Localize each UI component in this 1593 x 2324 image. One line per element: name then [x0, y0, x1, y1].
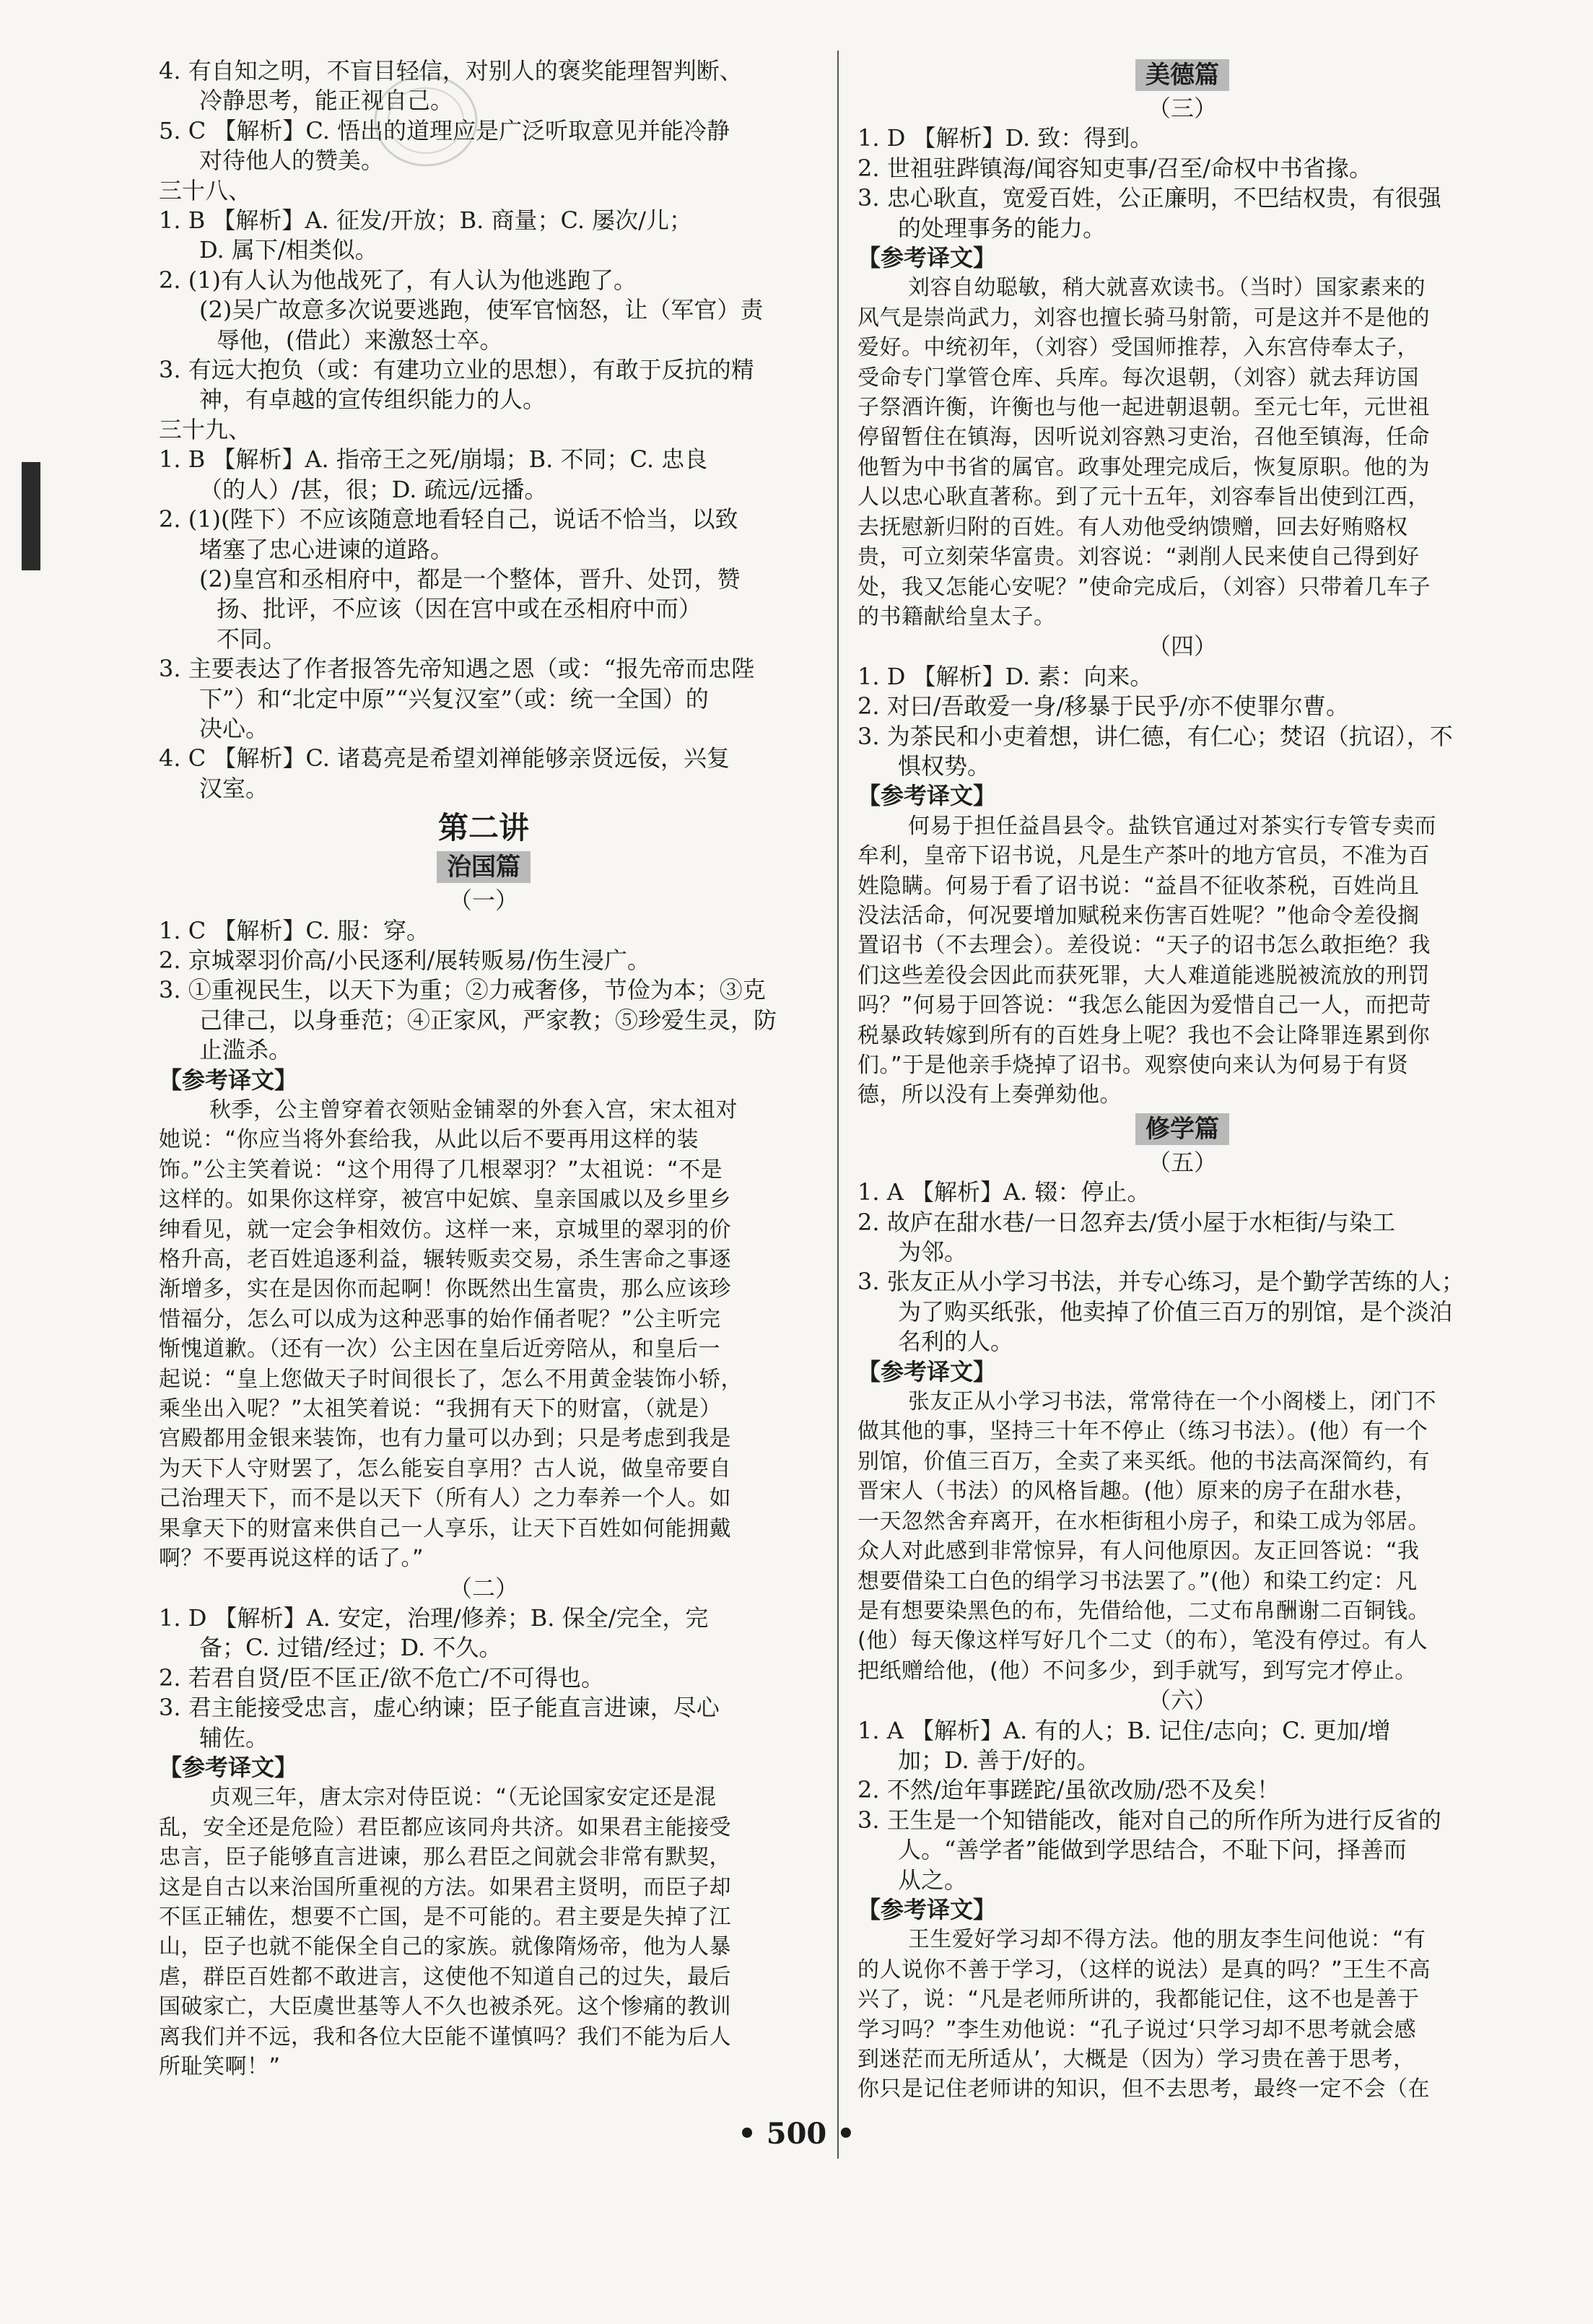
- answer-line: 3. 君主能接受忠言，虚心纳谏；臣子能直言进谏，尽心: [159, 1694, 720, 1722]
- translation-line: 风气是崇尚武力，刘容也擅长骑马射箭，可是这并不是他的: [857, 305, 1430, 331]
- translation-line: 子祭酒许衡，许衡也与他一起进朝退朝。至元七年，元世祖: [857, 395, 1430, 421]
- answer-line: 2. 京城翠羽价高/小民逐利/展转贩易/伤生浸广。: [159, 946, 651, 974]
- answer-line: 从之。: [898, 1866, 968, 1894]
- translation-line: 们这些差役会因此而获死罪，大人难道能逃脱被流放的刑罚: [857, 962, 1430, 988]
- answer-line: 1. D 【解析】D. 素：向来。: [857, 662, 1153, 690]
- answer-line: 的处理事务的能力。: [898, 214, 1107, 242]
- section-number: 三十八、: [159, 176, 252, 204]
- answer-line: 辅佐。: [199, 1723, 269, 1751]
- answer-line: 2. 若君自贤/臣不匡正/欲不危亡/不可得也。: [159, 1663, 605, 1692]
- answer-line: 3. ①重视民生，以天下为重；②力戒奢侈，节俭为本；③克: [159, 976, 766, 1004]
- translation-line: 想要借染工白色的绢学习书法罢了。”(他）和染工约定：凡: [857, 1568, 1418, 1594]
- answer-line: 2. 对曰/吾敢爱一身/移暴于民乎/亦不使罪尔曹。: [857, 692, 1350, 721]
- translation-line: 人以忠心耿直著称。到了元十五年，刘容奉旨出使到江西，: [857, 484, 1430, 510]
- translation-line: 受命专门掌管仓库、兵库。每次退朝，（刘容）就去拜访国: [857, 365, 1419, 391]
- subsection-number: （一）: [448, 887, 518, 915]
- answer-line: (2)皇宫和丞相府中，都是一个整体，晋升、处罚，赞: [199, 565, 741, 593]
- left-column: [159, 56, 808, 2081]
- translation-line: 虐，群臣百姓都不敢进言，这使他不知道自己的过失，最后: [159, 1964, 731, 1990]
- translation-line: 为天下人守财罢了，怎么能妄自享用？古人说，做皇帝要自: [159, 1455, 731, 1481]
- translation-line: 他暂为中书省的属官。政事处理完成后，恢复原职。他的为: [857, 454, 1430, 480]
- translation-line: 绅看见，就一定会争相效仿。这样一来，京城里的翠羽的价: [159, 1217, 731, 1242]
- subsection-number: （五）: [1147, 1148, 1217, 1176]
- answer-line: 惧权势。: [898, 752, 991, 780]
- answer-line: 不同。: [217, 624, 287, 653]
- translation-line: 你只是记住老师讲的知识，但不去思考，最终一定不会（在: [857, 2076, 1430, 2102]
- answer-line: 3. 张友正从小学习书法，并专心练习，是个勤学苦练的人；: [857, 1268, 1465, 1296]
- answer-line: 决心。: [199, 714, 269, 742]
- translation-line: 贵，可立刻荣华富贵。刘容说：“剥削人民来使自己得到好: [857, 544, 1420, 570]
- translation-line: 山，臣子也就不能保全自己的家族。就像隋炀帝，他为人暴: [159, 1934, 731, 1960]
- column-divider: [837, 51, 839, 2159]
- translation-line: 起说：“皇上您做天子时间很长了，怎么不用黄金装饰小轿，: [159, 1366, 743, 1392]
- translation-line: 秋季，公主曾穿着衣领贴金铺翠的外套入宫，宋太祖对: [209, 1097, 738, 1123]
- answer-line: 2. 世祖驻跸镇海/闻容知吏事/召至/命权中书省掾。: [857, 154, 1373, 182]
- translation-line: 处，我又怎能心安呢？”使命完成后，（刘容）只带着几车子: [857, 574, 1431, 600]
- answer-line: 4. C 【解析】C. 诸葛亮是希望刘禅能够亲贤远佞，兴复: [159, 744, 730, 773]
- translation-line: 吗？”何易于回答说：“我怎么能因为爱惜自己一人，而把苛: [857, 993, 1431, 1019]
- translation-line: 们。”于是他亲手烧掉了诏书。观察使向来认为何易于有贤: [857, 1053, 1409, 1078]
- answer-line: 2. 不然/迨年事蹉跎/虽欲改励/恐不及矣！: [857, 1776, 1280, 1804]
- translation-line: 惭愧道歉。（还有一次）公主因在皇后近旁陪从，和皇后一: [159, 1336, 720, 1362]
- section-number: 三十九、: [159, 415, 252, 443]
- answer-line: 4. 有自知之明，不盲目轻信，对别人的褒奖能理智判断、: [159, 57, 743, 84]
- translation-line: 张友正从小学习书法，常常待在一个小阁楼上，闭门不: [908, 1389, 1436, 1415]
- answer-line: (2)吴广故意多次说要逃跑，使军官恼怒，让（军官）责: [199, 296, 764, 324]
- answer-line: 止滥杀。: [199, 1036, 292, 1064]
- translation-line: 德，所以没有上奏弹劾他。: [857, 1082, 1122, 1108]
- answer-line: 1. B 【解析】A. 指帝王之死/崩塌；B. 不同；C. 忠良: [159, 445, 708, 474]
- answer-line: 名利的人。: [898, 1328, 1014, 1356]
- answer-line: 3. 有远大抱负（或：有建功立业的思想），有敢于反抗的精: [159, 356, 754, 384]
- translation-line: 一天忽然舍弃离开，在水柜街租小房子，和染工成为邻居。: [857, 1508, 1430, 1534]
- translation-line: 啊？不要再说这样的话了。”: [159, 1546, 424, 1572]
- translation-line: 没法活命，何况要增加赋税来伤害百姓呢？”他命令差役搁: [857, 902, 1420, 928]
- translation-line: 这样的。如果你这样穿，被宫中妃嫔、皇亲国戚以及乡里乡: [159, 1187, 731, 1213]
- subsection-number: （二）: [448, 1574, 518, 1602]
- translation-line: 她说：“你应当将外套给我，从此以后不要再用这样的装: [159, 1127, 699, 1153]
- chapter-tag-study: 修学篇: [1135, 1113, 1229, 1145]
- translation-line: 渐增多，实在是因你而起啊！你既然出生富贵，那么应该珍: [159, 1276, 731, 1302]
- subsection-number: （六）: [1147, 1687, 1217, 1715]
- translation-line: 牟利，皇帝下诏书说，凡是生产茶叶的地方官员，不准为百: [857, 843, 1430, 869]
- translation-line: 的书籍献给皇太子。: [857, 604, 1056, 630]
- translation-heading: 【参考译文】: [857, 782, 997, 810]
- translation-line: 别馆，价值三百万，全卖了来买纸。他的书法高深简约，有: [857, 1448, 1430, 1474]
- translation-line: 众人对此感到非常惊异，有人问他原因。友正回答说：“我: [857, 1539, 1420, 1564]
- answer-line: D. 属下/相类似。: [199, 236, 378, 264]
- subsection-number: （三）: [1147, 95, 1217, 122]
- answer-line: 堵塞了忠心进谏的道路。: [199, 535, 454, 563]
- answer-line: 3. 王生是一个知错能改，能对自己的所作所为进行反省的: [857, 1806, 1441, 1834]
- page-number: • 500 •: [738, 2117, 855, 2151]
- lecture-title: 第二讲: [437, 810, 529, 846]
- translation-line: 的人说你不善于学习，（这样的说法）是真的吗？”王生不高: [857, 1957, 1431, 1983]
- right-column: [857, 56, 1507, 2105]
- translation-heading: 【参考译文】: [857, 1895, 997, 1923]
- answer-line: 神，有卓越的宣传组织能力的人。: [199, 386, 546, 414]
- answer-line: 下”）和“北定中原”“兴复汉室”（或：统一全国）的: [199, 684, 709, 713]
- answer-line: 对待他人的赞美。: [199, 147, 385, 175]
- translation-line: 是有想要染黑色的布，先借给他，二丈布帛酬谢二百铜钱。: [857, 1598, 1430, 1624]
- translation-heading: 【参考译文】: [159, 1753, 298, 1781]
- answer-line: 备；C. 过错/经过；D. 不久。: [199, 1634, 502, 1662]
- answer-line: 5. C 【解析】C. 悟出的道理应是广泛听取意见并能冷静: [159, 116, 730, 144]
- translation-line: 离我们并不远，我和各位大臣能不谨慎吗？我们不能为后人: [159, 2024, 731, 2050]
- translation-line: 不匡正辅佐，想要不亡国，是不可能的。君主要是失掉了江: [159, 1904, 731, 1930]
- translation-line: 停留暂住在镇海，因听说刘容熟习吏治，召他至镇海，任命: [857, 425, 1430, 451]
- translation-line: 税暴政转嫁到所有的百姓身上呢？我也不会让降罪连累到你: [857, 1022, 1430, 1048]
- translation-line: (他）每天像这样写好几个二丈（的布），笔没有停过。有人: [857, 1628, 1428, 1654]
- translation-line: 所耻笑啊！”: [159, 2054, 281, 2079]
- translation-line: 姓隐瞒。何易于看了诏书说：“益昌不征收茶税，百姓尚且: [857, 873, 1420, 899]
- translation-line: 国破家亡，大臣虞世基等人不久也被杀死。这个惨痛的教训: [159, 1994, 731, 2020]
- translation-heading: 【参考译文】: [857, 244, 997, 272]
- translation-line: 兴了，说：“凡是老师所讲的，我都能记住，这不也是善于: [857, 1987, 1420, 2013]
- answer-line: 2. (1)有人认为他战死了，有人认为他逃跑了。: [159, 266, 637, 294]
- translation-line: 把纸赠给他，(他）不问多少，到手就写，到写完才停止。: [857, 1658, 1417, 1684]
- translation-line: 王生爱好学习却不得方法。他的朋友李生问他说：“有: [908, 1927, 1426, 1953]
- translation-line: 刘容自幼聪敏，稍大就喜欢读书。（当时）国家素来的: [908, 275, 1426, 301]
- translation-line: 置诏书（不去理会）。差役说：“天子的诏书怎么敢拒绝？我: [857, 933, 1431, 959]
- answer-line: 加；D. 善于/好的。: [898, 1746, 1100, 1774]
- translation-line: 何易于担任益昌县令。盐铁官通过对茶实行专管专卖而: [908, 813, 1436, 839]
- answer-line: 1. D 【解析】A. 安定，治理/修养；B. 保全/完全，完: [159, 1603, 709, 1632]
- translation-line: 乘坐出入呢？”太祖笑着说：“我拥有天下的财富，（就是）: [159, 1396, 722, 1422]
- answer-line: 1. B 【解析】A. 征发/开放；B. 商量；C. 屡次/儿；: [159, 206, 692, 235]
- answer-line: 汉室。: [199, 774, 269, 802]
- subsection-number: （四）: [1147, 632, 1217, 661]
- chapter-tag-virtue: 美德篇: [1135, 59, 1229, 91]
- answer-line: 1. D 【解析】D. 致：得到。: [857, 124, 1153, 152]
- translation-line: 去抚慰新归附的百姓。有人劝他受纳馈赠，回去好贿赂权: [857, 514, 1408, 540]
- translation-line: 到迷茫而无所适从’，大概是（因为）学习贵在善于思考，: [857, 2047, 1415, 2072]
- answer-line: 1. A 【解析】A. 辍：停止。: [857, 1178, 1151, 1206]
- answer-line: 3. 主要表达了作者报答先帝知遇之恩（或：“报先帝而忠陛: [159, 655, 755, 683]
- translation-line: 乱，安全还是危险）君臣都应该同舟共济。如果君主能接受: [159, 1814, 731, 1840]
- translation-line: 宫殿都用金银来装饰，也有力量可以办到；只是考虑到我是: [159, 1426, 731, 1452]
- translation-line: 做其他的事，坚持三十年不停止（练习书法）。(他）有一个: [857, 1419, 1428, 1445]
- answer-line: 2. (1)(陛下）不应该随意地看轻自己，说话不恰当，以致: [159, 505, 738, 534]
- translation-line: 晋宋人（书法）的风格旨趣。(他）原来的房子在甜水巷，: [857, 1479, 1417, 1505]
- translation-line: 果拿天下的财富来供自己一人享乐，让天下百姓如何能拥戴: [159, 1515, 731, 1541]
- translation-line: 这是自古以来治国所重视的方法。如果君主贤明，而臣子却: [159, 1874, 731, 1900]
- answer-line: 1. A 【解析】A. 有的人；B. 记住/志向；C. 更加/增: [857, 1716, 1391, 1744]
- answer-line: （的人）/甚，很；D. 疏远/远播。: [199, 475, 548, 503]
- answer-line: 3. 忠心耿直，宽爱百姓，公正廉明，不巴结权贵，有很强: [857, 184, 1441, 212]
- answer-line: 扬、批评，不应该（因在宫中或在丞相府中而）: [217, 595, 702, 623]
- translation-line: 惜福分，怎么可以成为这种恶事的始作俑者呢？”公主听完: [159, 1306, 721, 1332]
- translation-line: 学习吗？”李生劝他说：“孔子说过‘只学习却不思考就会感: [857, 2016, 1417, 2042]
- answer-line: 2. 故庐在甜水巷/一日忽弃去/赁小屋于水柜街/与染工: [857, 1208, 1396, 1236]
- translation-line: 爱好。中统初年，（刘容）受国师推荐，入东宫侍奉太子，: [857, 335, 1419, 361]
- answer-line: 为邻。: [898, 1238, 968, 1266]
- answer-line: 为了购买纸张，他卖掉了价值三百万的别馆，是个淡泊: [898, 1297, 1453, 1326]
- answer-line: 3. 为茶民和小吏着想，讲仁德，有仁心；焚诏（抗诏），不: [857, 722, 1453, 750]
- answer-line: 己律己，以身垂范；④正家风，严家教；⑤珍爱生灵，防: [199, 1006, 777, 1034]
- answer-line: 人。“善学者”能做到学思结合，不耻下问，择善而: [898, 1836, 1407, 1864]
- side-tab-marker: [22, 462, 40, 570]
- translation-heading: 【参考译文】: [857, 1357, 997, 1385]
- answer-line: 冷静思考，能正视自己。: [199, 87, 454, 115]
- translation-line: 忠言，臣子能够直言进谏，那么君臣之间就会非常有默契，: [159, 1845, 731, 1871]
- answer-line: 辱他，(借此）来激怒士卒。: [217, 326, 503, 354]
- answer-line: 1. C 【解析】C. 服：穿。: [159, 916, 430, 944]
- translation-heading: 【参考译文】: [159, 1066, 298, 1094]
- translation-line: 饰。”公主笑着说：“这个用得了几根翠羽？”太祖说：“不是: [159, 1157, 723, 1183]
- translation-line: 贞观三年，唐太宗对侍臣说：“（无论国家安定还是混: [209, 1785, 717, 1811]
- translation-line: 格升高，老百姓追逐利益，辗转贩卖交易，杀生害命之事逐: [159, 1247, 731, 1273]
- translation-line: 己治理天下，而不是以天下（所有人）之力奉养一个人。如: [159, 1486, 731, 1512]
- chapter-tag-governance: 治国篇: [437, 851, 531, 883]
